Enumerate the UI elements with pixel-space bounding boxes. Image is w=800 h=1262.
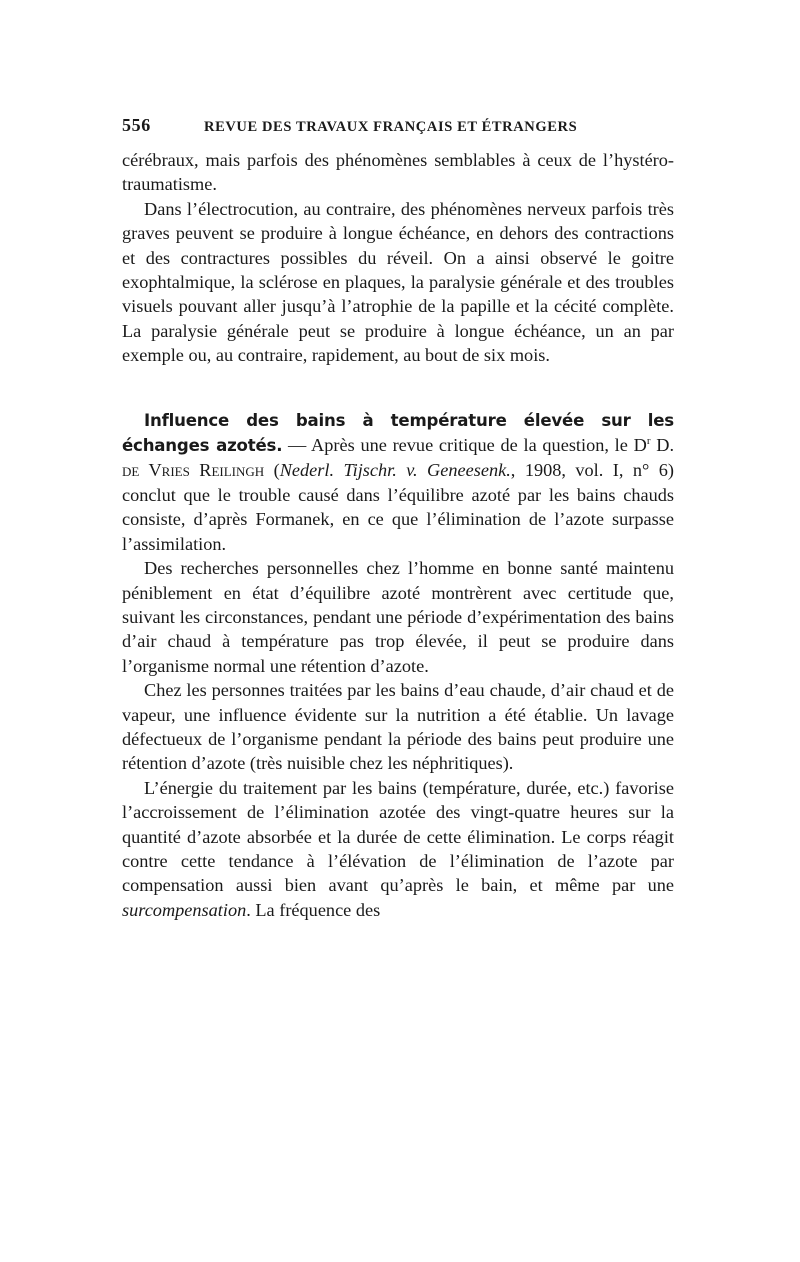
paragraph-personnes: Chez les personnes traitées par les bains d’eau chaude, d’air chaud et de vapeur, une influence évidente sur la nutrition a été établie. Un lavage défectueux de l’organisme pendant la période des bains peut produire une rétention d’azote (très nuisible chez les néphritiques). bbox=[122, 680, 674, 774]
document-page bbox=[122, 115, 674, 922]
author-initial: D. bbox=[650, 435, 675, 456]
paragraph-continuation: cérébraux, mais parfois des phénomènes semblables à ceux de l’hystéro-traumatisme. bbox=[122, 150, 674, 195]
author-name: de Vries Reilingh bbox=[122, 460, 265, 481]
running-head bbox=[122, 115, 674, 136]
author-prefix: D bbox=[633, 435, 647, 456]
paragraph-electrocution: Dans l’électrocution, au contraire, des phénomènes nerveux parfois très graves peuvent se produire à longue échéance, en dehors des contractions et des contractures possibles du réveil. On a ainsi observé le goitre exophtalmique, la sclérose en plaques, la paralysie générale et des troubles visuels pouvant aller jusqu’à l’atrophie de la papille et la cécité complète. La paralysie générale peut se produire à longue échéance, un an par exemple ou, au contraire, rapidement, au bout de six mois. bbox=[122, 198, 674, 366]
paragraph-energie-end: . La fréquence des bbox=[246, 899, 381, 920]
paragraph-recherches: Des recherches personnelles chez l’homme en bonne santé maintenu péniblement en état d’équilibre azoté montrèrent avec certitude que, suivant les circonstances, pendant une période d’expérimentation des bains d’air chaud à température pas trop élevée, il peut se produire dans l’organisme normal une rétention d’azote. bbox=[122, 558, 674, 676]
section-first-paragraph bbox=[122, 408, 674, 556]
page-number: 556 bbox=[122, 115, 151, 135]
running-title: REVUE DES TRAVAUX FRANÇAIS ET ÉTRANGERS bbox=[204, 119, 578, 135]
section-title: Influence des bains à température élevée sur les échanges azotés. bbox=[122, 410, 674, 456]
paragraph-energie-start: L’énergie du traitement par les bains (température, durée, etc.) favorise l’accroissement de l’élimination azotée des vingt-quatre heures sur la quantité d’azote absorbée et la durée de cette élimination. Le corps réagit contre cette tendance à l’élévation de l’élimination de l’azote par compensation aussi bien avant qu’après le bain, et même par une bbox=[122, 777, 674, 896]
paragraph-energie-italic: surcompensation bbox=[122, 899, 247, 920]
paragraph-energie bbox=[122, 776, 674, 922]
author-prefix-sup: r bbox=[646, 434, 651, 447]
citation-open: ( bbox=[264, 460, 280, 481]
journal-title: Nederl. Tijschr. v. Geneesenk. bbox=[279, 460, 511, 481]
section-bains bbox=[122, 408, 674, 923]
citation-rest: , 1908, vol. I, n° 6) conclut que le trouble causé dans l’équilibre azoté par les bains chauds consiste, d’après Formanek, en ce que l’élimination de l’azote surpasse l’assimilation. bbox=[122, 460, 674, 554]
section-dash-text: — Après une revue critique de la question, le bbox=[282, 435, 634, 456]
